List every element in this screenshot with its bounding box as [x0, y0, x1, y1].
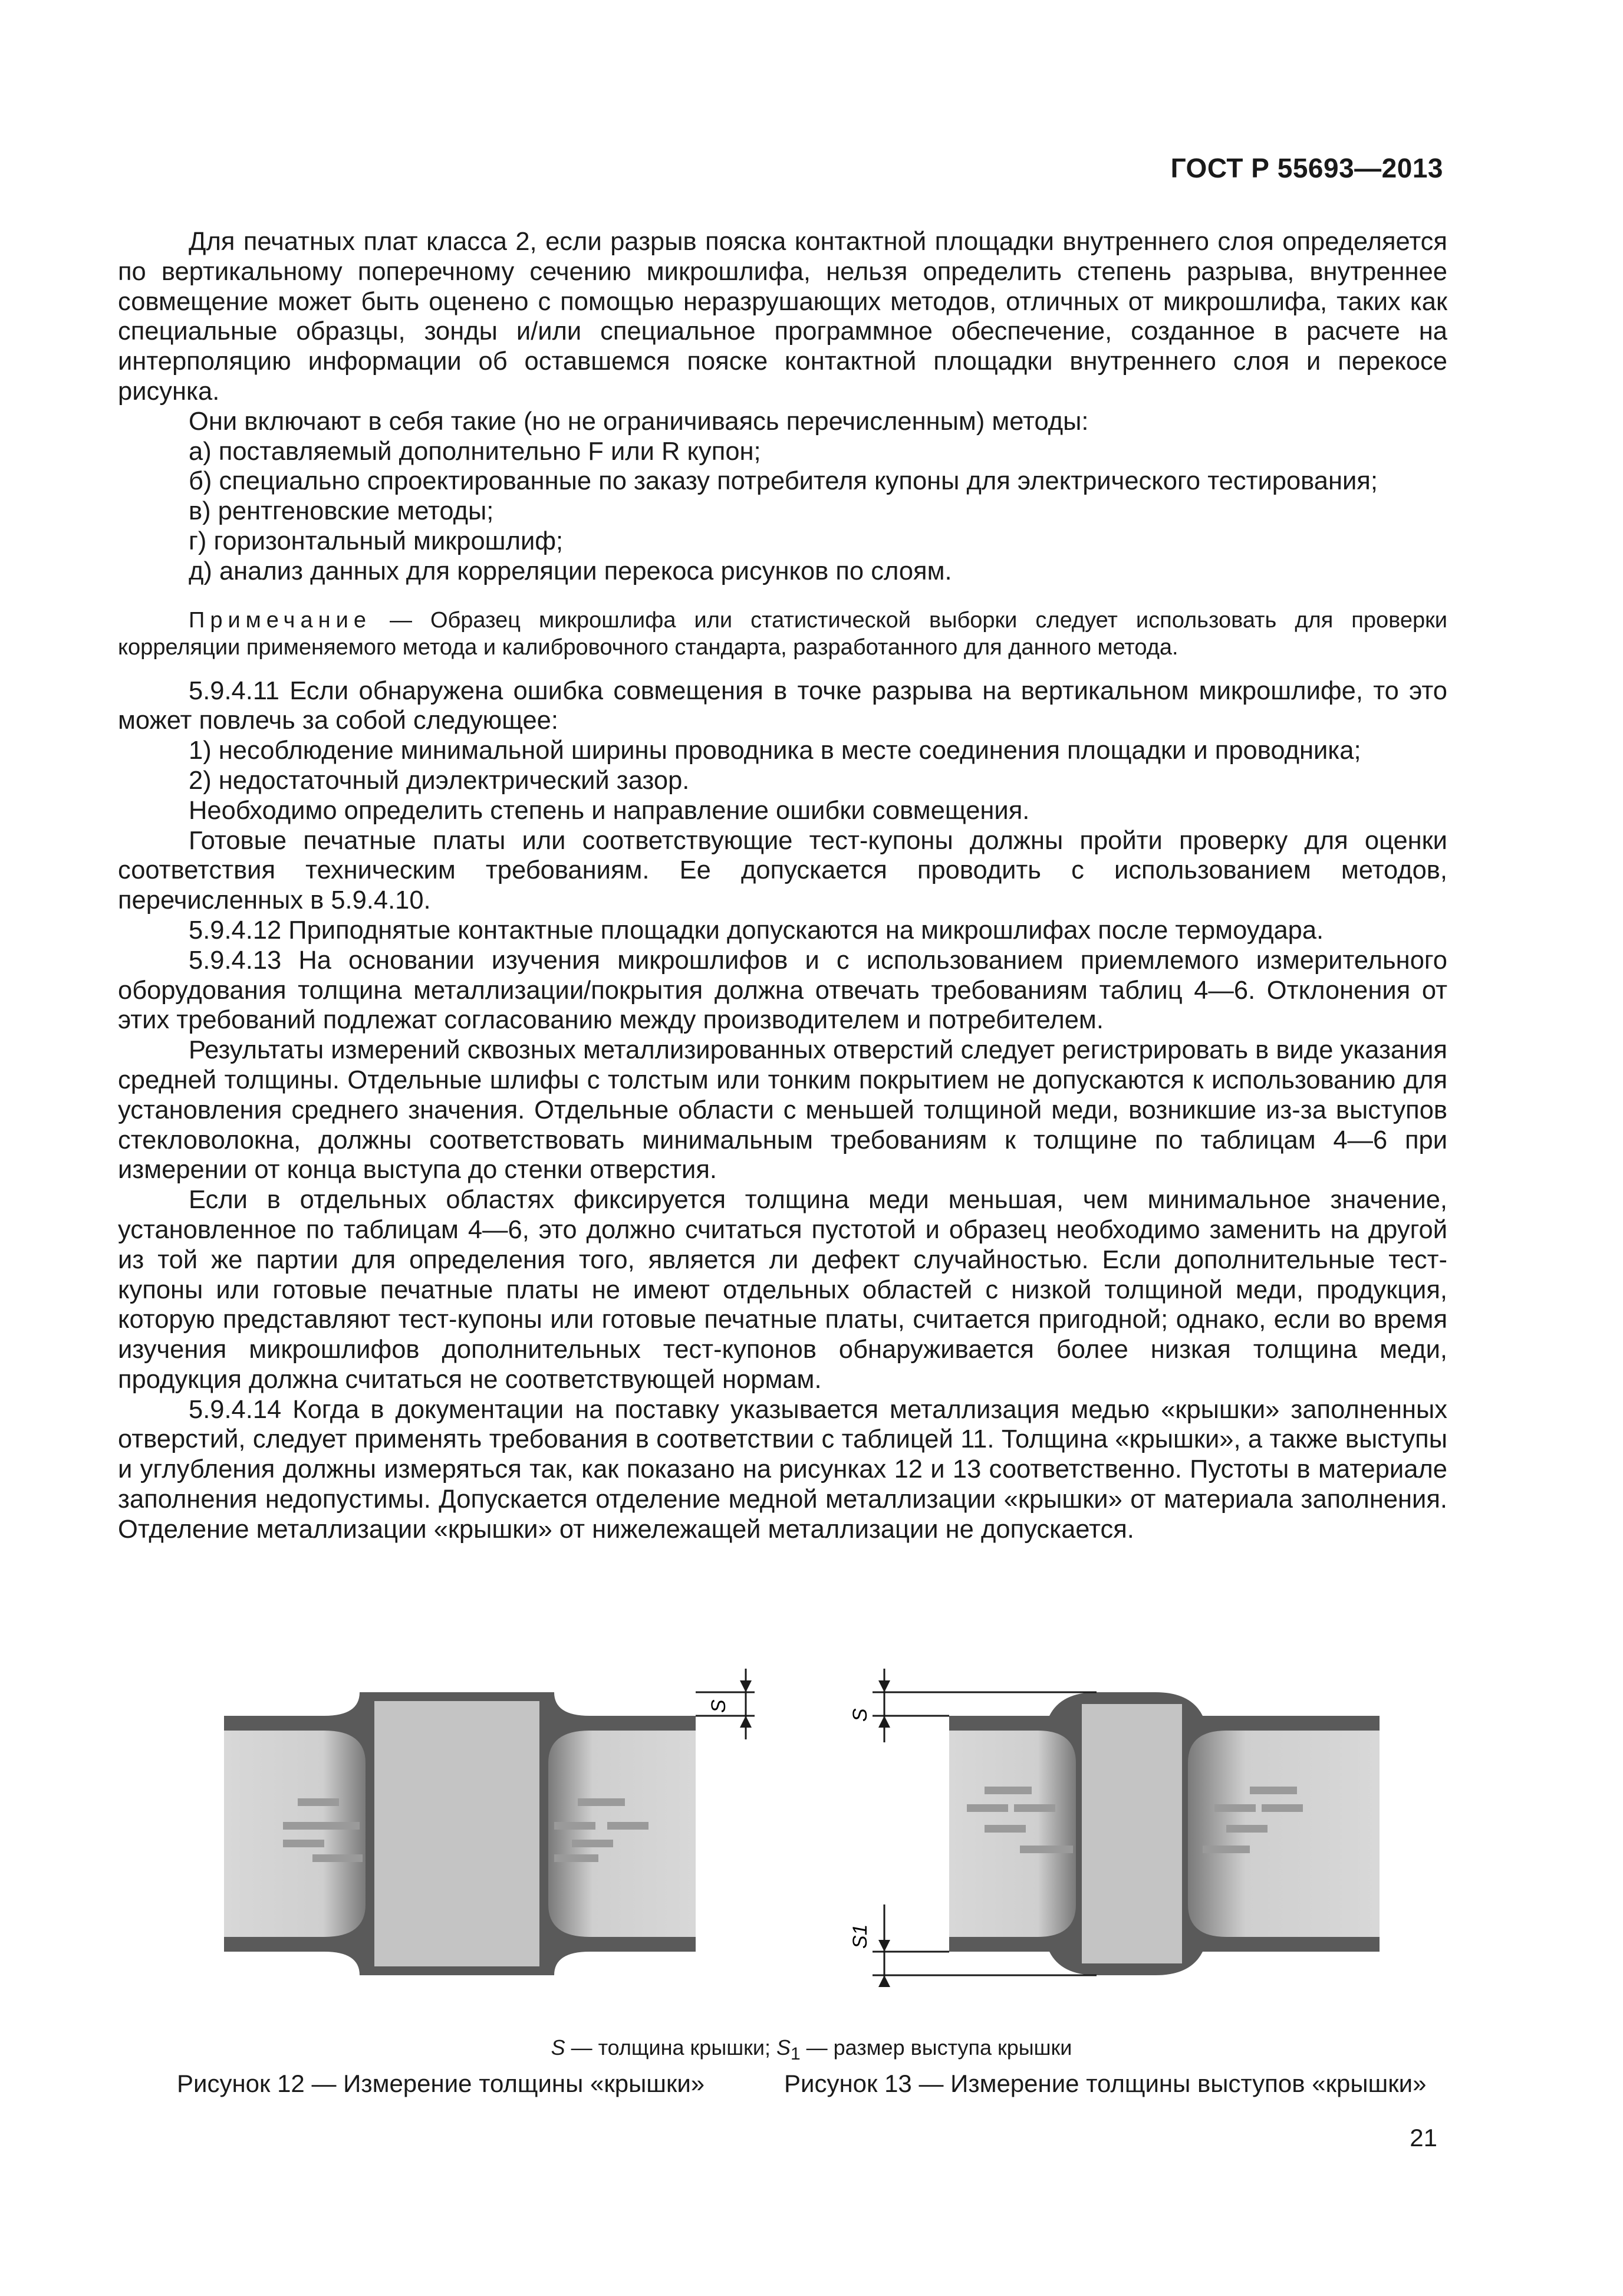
list-item: д) анализ данных для корреляции перекоса рисунков по слоям. — [189, 557, 952, 585]
clause-5-9-4-11: 5.9.4.11 Если обнаружена ошибка совмещения в точке разрыва на вертикальном микрошлифе, то это может повлечь за собой следующее: — [118, 676, 1447, 735]
legend-s1-subscript: 1 — [790, 2044, 801, 2064]
legend-s-text: — толщина крышки; — [565, 2035, 776, 2060]
paragraph: Результаты измерений сквозных металлизированных отверстий следует регистрировать в виде указания средней толщины. Отдельные шлифы с толстым или тонким покрытием не допускаются к использованию для установления среднего значения. Отдельные области с меньшей толщиной меди, возникшие из-за выступов стекловолокна, должны соответствовать минимальным требованиям к толщине по таблицам 4—6 при измерении от конца выступа до стенки отверстия. — [118, 1036, 1447, 1185]
list-item: б) специально спроектированные по заказу потребителя купоны для электрического тестирования; — [189, 467, 1378, 496]
paragraph: Если в отдельных областях фиксируется толщина меди меньшая, чем минимальное значение, установленное по таблицам 4—6, это должно считаться пустотой и образец необходимо заменить на другой из той же партии для определения того, является ли дефект случайностью. Если дополнительные тест-купоны или готовые печатные платы не имеют отдельных областей с низкой толщиной меди, продукция, которую представляют тест-купоны или готовые печатные платы, считается пригодной; однако, если во время изучения микрошлифов дополнительных тест-купонов обнаруживается более низкая толщина меди, продукция должна считаться не соответствующей нормам. — [118, 1186, 1447, 1394]
figure-13-caption: Рисунок 13 — Измерение толщины выступов «крышки» — [784, 2070, 1427, 2097]
clause-5-9-4-12: 5.9.4.12 Приподнятые контактные площадки допускаются на микрошлифах после термоудара. — [189, 916, 1324, 945]
figure-12-diagram — [224, 1669, 766, 1975]
clause-5-9-4-14: 5.9.4.14 Когда в документации на поставку указывается металлизация медью «крышки» заполненных отверстий, следует применять требования в соответствии с таблицей 11. Толщина «крышки», а также выступы и углубления должны измеряться так, как показано на рисунках 12 и 13 соответственно. Пустоты в материале заполнения недопустимы. Допускается отделение медной металлизации «крышки» от материала заполнения. Отделение металлизации «крышки» от нижележащей металлизации не допускается. — [118, 1395, 1447, 1544]
list-item: 2) недостаточный диэлектрический зазор. — [189, 766, 690, 795]
figures-area — [118, 1669, 1447, 1999]
paragraph: Они включают в себя такие (но не ограничиваясь перечисленным) методы: — [189, 407, 1089, 436]
page-number: 21 — [1410, 2124, 1437, 2152]
fig12-s-label: S — [707, 1699, 730, 1713]
legend-s-symbol: S — [551, 2035, 565, 2060]
note — [118, 607, 1447, 661]
clause-5-9-4-13: 5.9.4.13 На основании изучения микрошлифов и с использованием приемлемого измерительного оборудования толщина металлизации/покрытия должна отвечать требованиям таблиц 4—6. Отклонения от этих требований подлежат согласованию между производителем и потребителем. — [118, 946, 1447, 1035]
note-label: Примечание — [189, 607, 371, 633]
legend-s1-text: — размер выступа крышки — [800, 2035, 1072, 2060]
figure-12-caption: Рисунок 12 — Измерение толщины «крышки» — [177, 2070, 705, 2097]
fig13-s1-label: S1 — [849, 1924, 871, 1949]
document-body — [118, 227, 1447, 1545]
figure-13-diagram — [849, 1669, 1438, 1987]
paragraph: Готовые печатные платы или соответствующие тест-купоны должны пройти проверку для оценки соответствия техническим требованиям. Ее допускается проводить с использованием методов, перечисленных в 5.9.4.10. — [118, 826, 1447, 915]
paragraph: Для печатных плат класса 2, если разрыв пояска контактной площадки внутреннего слоя определяется по вертикальному поперечному сечению микрошлифа, нельзя определить степень разрыва, внутреннее совмещение может быть оценено с помощью неразрушающих методов, отличных от микрошлифа, таких как специальные образцы, зонды и/или специальное программное обеспечение, созданное в расчете на интерполяцию информации об оставшемся пояске контактной площадки внутреннего слоя и перекосе рисунка. — [118, 228, 1447, 406]
document-header: ГОСТ Р 55693—2013 — [1170, 153, 1443, 183]
list-item: 1) несоблюдение минимальной ширины проводника в месте соединения площадки и проводника; — [189, 736, 1361, 765]
list-item: в) рентгеновские методы; — [189, 497, 494, 526]
note-text: — Образец микрошлифа или статистической выборки следует использовать для проверки корреляции применяемого метода и калибровочного стандарта, разработанного для данного метода. — [118, 607, 1447, 660]
figure-legend — [0, 2035, 1623, 2064]
list-item: а) поставляемый дополнительно F или R купон; — [189, 437, 761, 466]
fig13-s-label: S — [849, 1708, 871, 1722]
legend-s1-symbol: S — [776, 2035, 791, 2060]
paragraph: Необходимо определить степень и направление ошибки совмещения. — [189, 796, 1030, 825]
list-item: г) горизонтальный микрошлиф; — [189, 527, 564, 555]
